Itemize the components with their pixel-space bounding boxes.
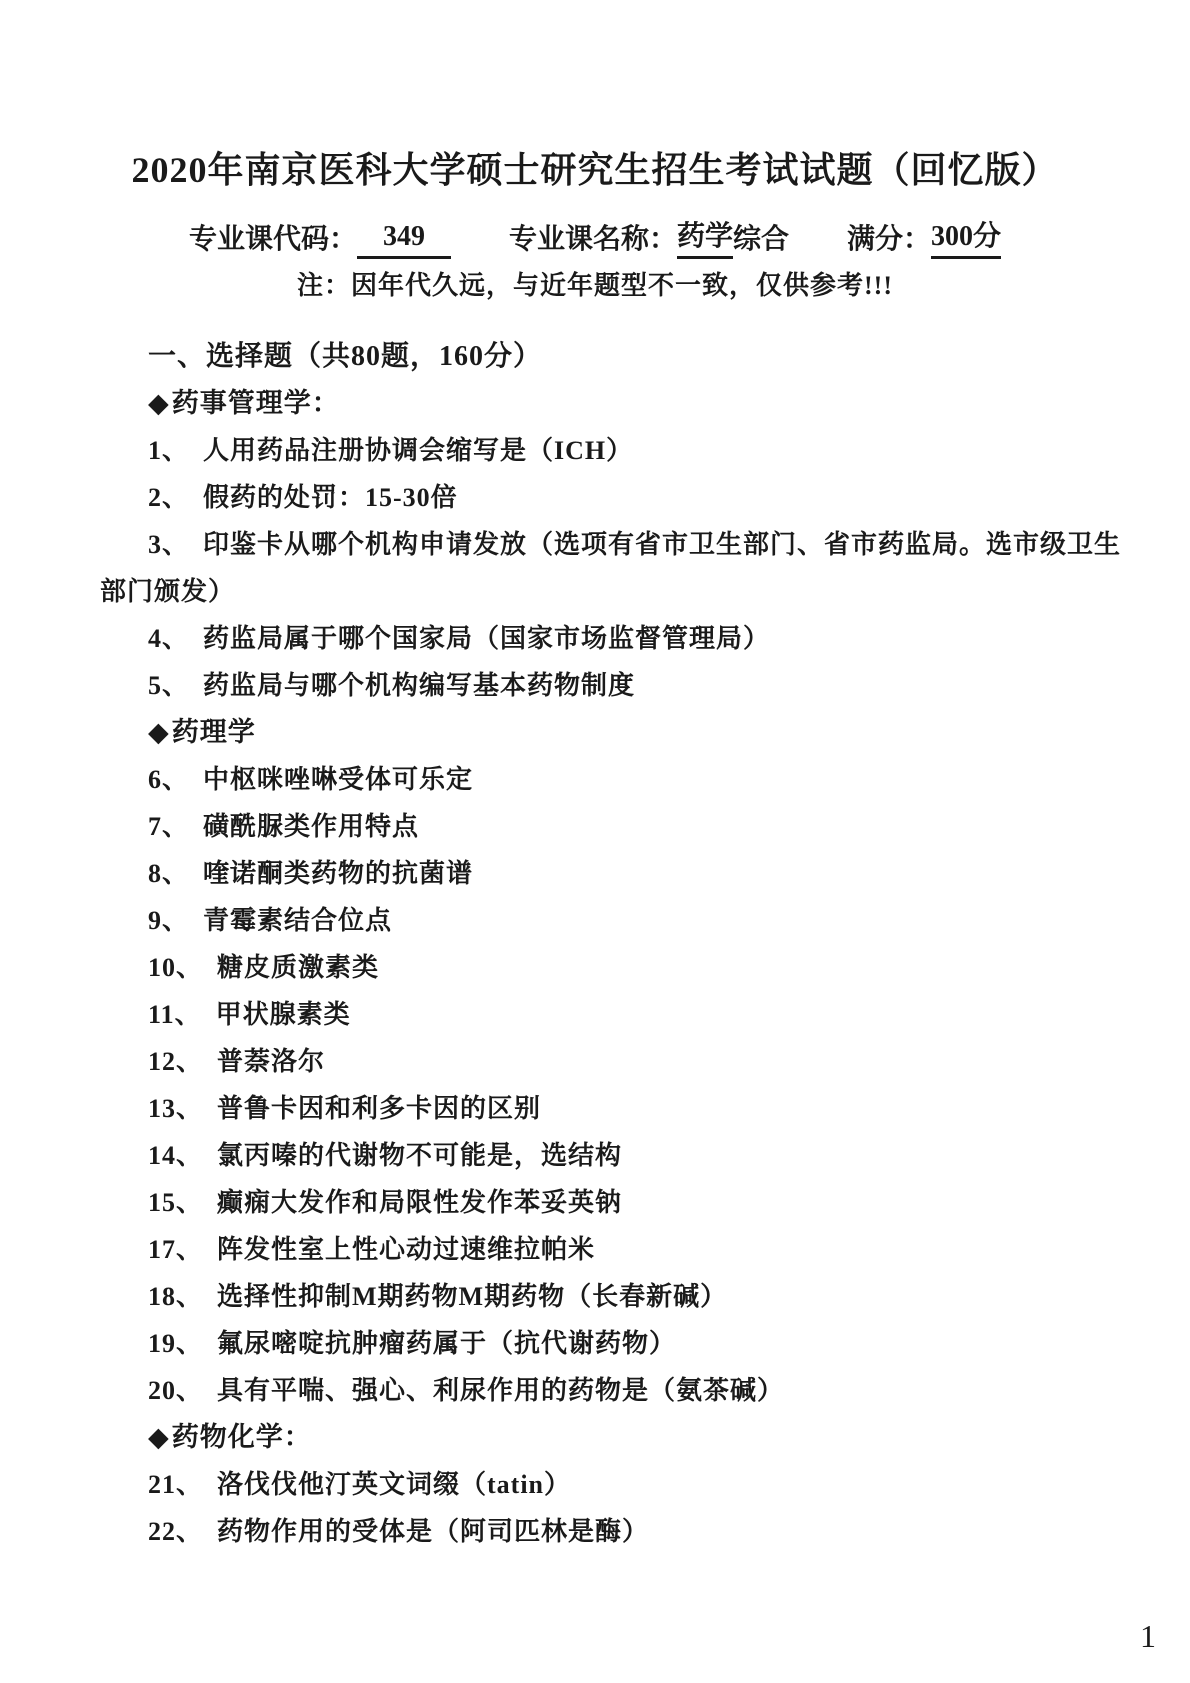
question-item-21 (100, 1461, 1090, 1508)
total-score-value: 300分 (931, 218, 1001, 259)
course-code-label: 专业课代码： (188, 224, 357, 255)
question-text: 洛伐伐他汀英文词缀（tatin） (217, 1470, 572, 1499)
question-text: 氟尿嘧啶抗肿瘤药属于（抗代谢药物） (217, 1329, 677, 1358)
question-item-3 (100, 521, 1122, 568)
question-text: 药物作用的受体是（阿司匹林是酶） (217, 1517, 650, 1546)
question-number: 1、 (148, 436, 190, 465)
question-number: 7、 (148, 812, 190, 841)
question-text: 药监局属于哪个国家局（国家市场监督管理局） (203, 624, 771, 653)
subject-label: 药事管理学： (171, 388, 340, 418)
question-text: 中枢咪唑啉受体可乐定 (203, 765, 474, 794)
question-number: 12、 (148, 1047, 204, 1076)
subject-header-pharmacology (100, 709, 1090, 756)
question-item-5 (100, 662, 1090, 709)
question-item-14 (100, 1132, 1090, 1179)
question-item-9 (100, 897, 1090, 944)
question-item-22 (100, 1508, 1090, 1555)
course-name-label: 专业课名称： (508, 224, 677, 255)
question-number: 13、 (148, 1094, 204, 1123)
question-item-18 (100, 1273, 1090, 1320)
question-text: 喹诺酮类药物的抗菌谱 (203, 859, 474, 888)
course-name-value-rest: 综合 (733, 224, 790, 255)
question-item-11 (100, 991, 1090, 1038)
question-number: 19、 (148, 1329, 204, 1358)
question-item-13 (100, 1085, 1090, 1132)
question-item-15 (100, 1179, 1090, 1226)
question-text: 选择性抑制M期药物M期药物（长春新碱） (217, 1282, 728, 1311)
question-item-6 (100, 756, 1090, 803)
reference-note: 注：因年代久远，与近年题型不一致，仅供参考!!! (297, 271, 893, 300)
subject-label: 药理学 (171, 717, 256, 747)
question-text: 甲状腺素类 (215, 1000, 351, 1029)
question-text: 普鲁卡因和利多卡因的区别 (217, 1094, 542, 1123)
question-item-4 (100, 615, 1090, 662)
course-name-value-underlined: 药学 (677, 218, 733, 259)
question-number: 6、 (148, 765, 190, 794)
subject-header-medicinal-chemistry (100, 1414, 1090, 1461)
question-text: 假药的处罚：15-30倍 (203, 483, 458, 512)
question-item-12 (100, 1038, 1090, 1085)
question-item-17 (100, 1226, 1090, 1273)
question-number: 18、 (148, 1282, 204, 1311)
course-code-value: 349 (357, 218, 451, 259)
question-text: 癫痫大发作和局限性发作苯妥英钠 (217, 1188, 623, 1217)
course-code-group (189, 218, 451, 259)
page-title: 2020年南京医科大学硕士研究生招生考试试题（回忆版） (131, 150, 1059, 190)
question-item-3-wrap: 部门颁发） (100, 577, 236, 606)
question-text: 人用药品注册协调会缩写是（ICH） (203, 436, 634, 465)
question-number: 22、 (148, 1517, 204, 1546)
question-item-10 (100, 944, 1090, 991)
question-number: 21、 (148, 1470, 204, 1499)
total-score-label: 满分： (847, 224, 932, 255)
question-number: 20、 (148, 1376, 204, 1405)
question-number: 3、 (148, 530, 190, 559)
course-name-group (509, 218, 789, 259)
question-item-19 (100, 1320, 1090, 1367)
diamond-bullet-icon: ◆ (148, 717, 170, 747)
question-text: 氯丙嗪的代谢物不可能是，选结构 (217, 1141, 623, 1170)
question-text: 青霉素结合位点 (203, 906, 393, 935)
question-item-20 (100, 1367, 1090, 1414)
question-number: 8、 (148, 859, 190, 888)
question-item-7 (100, 803, 1090, 850)
question-number: 10、 (148, 953, 204, 982)
diamond-bullet-icon: ◆ (148, 1422, 170, 1452)
question-item-1 (100, 427, 1090, 474)
question-number: 5、 (148, 671, 190, 700)
question-number: 9、 (148, 906, 190, 935)
question-text: 糖皮质激素类 (217, 953, 380, 982)
diamond-bullet-icon: ◆ (148, 388, 170, 418)
question-item-8 (100, 850, 1090, 897)
question-number: 11、 (148, 1000, 202, 1029)
question-text: 药监局与哪个机构编写基本药物制度 (203, 671, 636, 700)
exam-meta-row (100, 218, 1090, 259)
question-number: 14、 (148, 1141, 204, 1170)
page-number: 1 (1140, 1618, 1156, 1654)
question-item-2 (100, 474, 1090, 521)
question-number: 17、 (148, 1235, 204, 1264)
question-text: 普萘洛尔 (217, 1047, 326, 1076)
question-number: 15、 (148, 1188, 204, 1217)
subject-header-pharmacy-admin (100, 380, 1090, 427)
total-score-group (847, 218, 1001, 259)
question-number: 2、 (148, 483, 190, 512)
subject-label: 药物化学： (171, 1422, 312, 1452)
question-number: 4、 (148, 624, 190, 653)
question-text: 印鉴卡从哪个机构申请发放（选项有省市卫生部门、省市药监局。选市级卫生 (203, 530, 1122, 559)
section-one-heading: 一、选择题（共80题，160分） (148, 341, 543, 372)
question-list (100, 333, 1122, 1555)
question-text: 具有平喘、强心、利尿作用的药物是（氨茶碱） (217, 1376, 785, 1405)
question-text: 磺酰脲类作用特点 (203, 812, 420, 841)
question-text: 阵发性室上性心动过速维拉帕米 (217, 1235, 596, 1264)
